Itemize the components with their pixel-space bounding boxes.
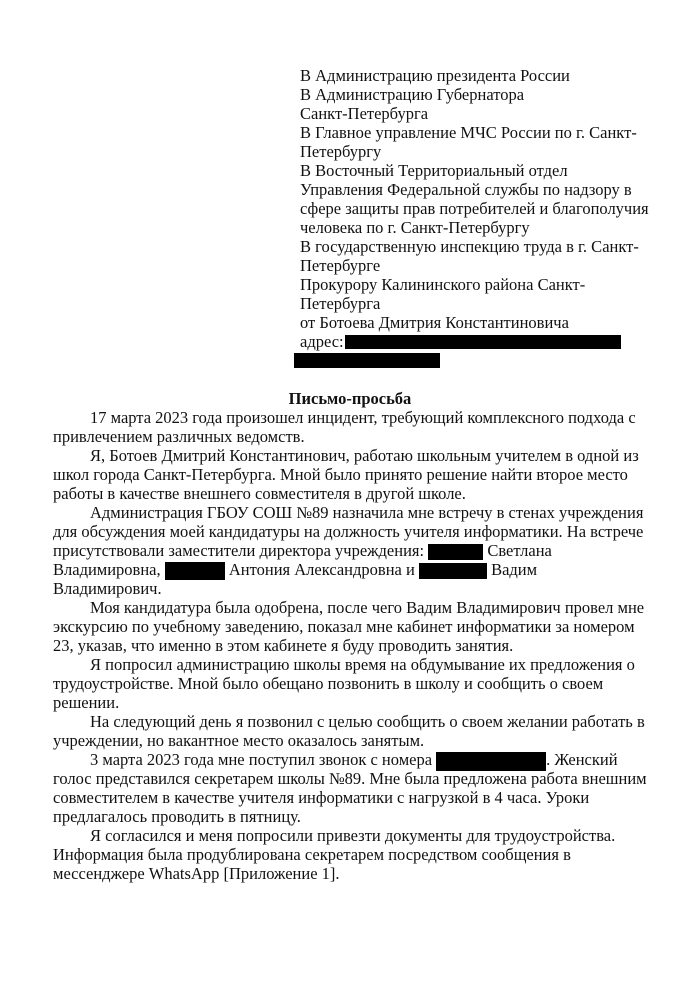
redacted-surname: [428, 544, 483, 560]
body-text: присутствовали заместители директора учреждения:: [53, 541, 425, 560]
addressee-line: Прокурору Калининского района Санкт-: [300, 275, 586, 294]
body-text: Светлана: [487, 541, 552, 560]
addressee-line: В государственную инспекцию труда в г. Санкт-: [300, 237, 639, 256]
address-label: адрес:: [300, 332, 344, 351]
body-line: школ города Санкт-Петербурга. Мной было принято решение найти второе место: [53, 465, 628, 484]
address-line: [300, 332, 344, 351]
addressee-line: В Администрацию президента России: [300, 66, 570, 85]
addressee-line: Петербурга: [300, 294, 381, 313]
body-line: Моя кандидатура была одобрена, после чего Вадим Владимирович провел мне: [90, 598, 645, 617]
addressee-line: сфере защиты прав потребителей и благополучия: [300, 199, 649, 218]
addressee-line: Петербургу: [300, 142, 382, 161]
body-text: 3 марта 2023 года мне поступил звонок с номера: [90, 750, 433, 769]
addressee-line: человека по г. Санкт-Петербургу: [300, 218, 530, 237]
body-line: Я попросил администрацию школы время на обдумывание их предложения о: [90, 655, 635, 674]
body-line: 17 марта 2023 года произошел инцидент, требующий комплексного подхода с: [90, 408, 636, 427]
body-line: трудоустройстве. Мной было обещано позвонить в школу и сообщить о своем: [53, 674, 604, 693]
redacted-phone-number: [436, 752, 546, 771]
body-line: привлечением различных ведомств.: [53, 427, 305, 446]
letter-title: Письмо-просьба: [288, 389, 412, 408]
body-line: Я согласился и меня попросили привезти документы для трудоустройства.: [90, 826, 616, 845]
body-line: мессенджере WhatsApp [Приложение 1].: [53, 864, 340, 883]
body-line: предлагалось проводить в пятницу.: [53, 807, 301, 826]
body-line: голос представился секретарем школы №89. Мне была предложена работа внешним: [53, 769, 647, 788]
body-text: Антония Александровна и: [228, 560, 415, 579]
body-line: работы в качестве внешнего совместителя в другой школе.: [53, 484, 466, 503]
addressee-line: Управления Федеральной службы по надзору в: [300, 180, 632, 199]
addressee-line: В Восточный Территориальный отдел: [300, 161, 568, 180]
addressee-line: В Главное управление МЧС России по г. Санкт-: [300, 123, 637, 142]
body-text: Вадим: [491, 560, 538, 579]
body-line: для обсуждения моей кандидатуры на должность учителя информатики. На встрече: [53, 522, 644, 541]
redacted-surname: [165, 562, 225, 580]
body-line: 23, указав, что именно в этом кабинете я буду проводить занятия.: [53, 636, 514, 655]
body-line: [53, 541, 552, 560]
body-line: Владимирович.: [53, 579, 162, 598]
body-line: Я, Ботоев Дмитрий Константинович, работаю школьным учителем в одной из: [90, 446, 639, 465]
body-text: . Женский: [546, 750, 618, 769]
body-line: решении.: [53, 693, 120, 712]
body-line: Администрация ГБОУ СОШ №89 назначила мне встречу в стенах учреждения: [90, 503, 644, 522]
body-line: На следующий день я позвонил с целью сообщить о своем желании работать в: [90, 712, 645, 731]
body-line: [53, 560, 537, 579]
redacted-address-2: [294, 353, 440, 368]
body-line: Информация была продублирована секретарем посредством сообщения в: [53, 845, 571, 864]
body-line: совместителем в качестве учителя информатики с нагрузкой в 4 часа. Уроки: [53, 788, 590, 807]
body-line: учреждении, но вакантное место оказалось занятым.: [53, 731, 425, 750]
addressee-line: Санкт-Петербурга: [300, 104, 429, 123]
redacted-surname: [419, 563, 487, 579]
body-text: Владимировна,: [53, 560, 161, 579]
body-line: [90, 750, 618, 769]
sender-line: от Ботоева Дмитрия Константиновича: [300, 313, 569, 332]
addressee-line: В Администрацию Губернатора: [300, 85, 525, 104]
redacted-address: [345, 335, 621, 349]
body-line: экскурсию по учебному заведению, показал мне кабинет информатики за номером: [53, 617, 635, 636]
addressee-line: Петербурге: [300, 256, 381, 275]
